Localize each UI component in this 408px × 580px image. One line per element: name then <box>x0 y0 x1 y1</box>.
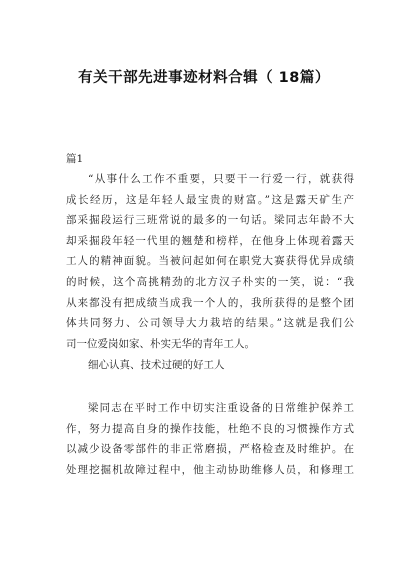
paragraph-line: 司一位爱岗如家、朴实无华的青年工人。 <box>66 337 255 350</box>
paragraph-line: 工人的精神面貌。当被问起如何在职党大赛获得优异成绩 <box>66 255 354 268</box>
paragraph-line: “从事什么工作不重要，只要干一行爱一行，就获得 <box>88 173 354 185</box>
paragraph-line: 部采掘段运行三班常说的最多的一句话。梁同志年龄不大 <box>66 214 354 227</box>
paragraph-line: 成长经历，这是年轻人最宝贵的财富。”这是露天矿生产 <box>66 193 354 206</box>
paragraph-line: 的时候，这个高挑精劲的北方汉子朴实的一笑，说：“我 <box>66 275 354 288</box>
paragraph-line: 以减少设备零部件的非正常磨损，严格检查及时维护。在 <box>66 443 354 456</box>
document-title: 有关干部先进事迹材料合辑（ 18篇） <box>78 70 330 86</box>
paragraph-line: 体共同努力、公司领导大力栽培的结果。”这就是我们公 <box>66 317 354 330</box>
subheading: 细心认真、技术过硬的好工人 <box>88 359 225 371</box>
paragraph-1 <box>66 169 354 354</box>
paragraph-line: 处理挖掘机故障过程中，他主动协助维修人员，和修理工 <box>66 463 354 476</box>
section-label: 篇1 <box>66 153 84 165</box>
paragraph-line: 作，努力提高自身的操作技能，杜绝不良的习惯操作方式 <box>66 422 354 435</box>
paragraph-2 <box>66 398 354 480</box>
paragraph-line: 却采掘段年轻一代里的翘楚和榜样，在他身上体现着露天 <box>66 234 354 247</box>
paragraph-line: 从来都没有把成绩当成我一个人的，我所获得的是整个团 <box>66 296 354 309</box>
paragraph-line: 梁同志在平时工作中切实注重设备的日常维护保养工 <box>88 402 354 414</box>
